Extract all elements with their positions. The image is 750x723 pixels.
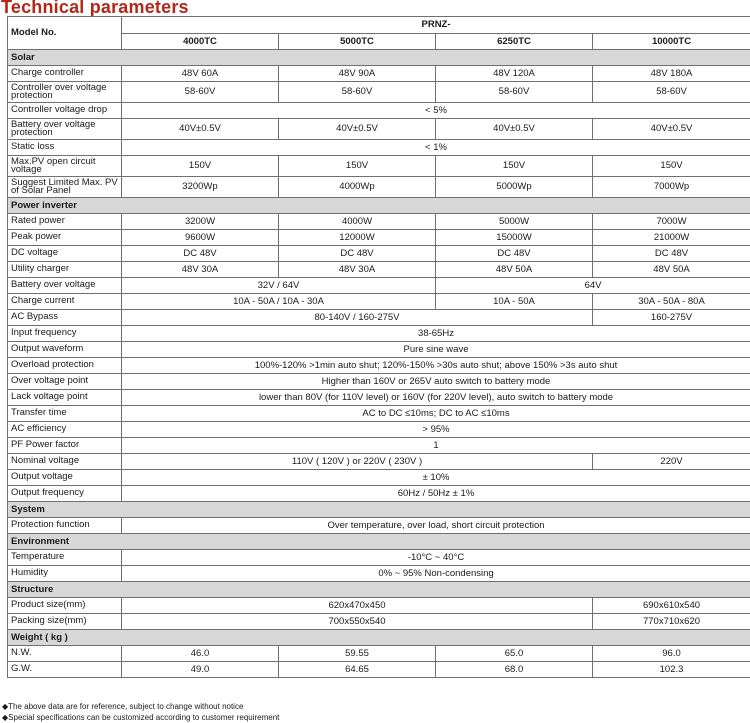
param-value: 40V±0.5V xyxy=(593,119,750,140)
table-row xyxy=(8,598,750,614)
model-name: 4000TC xyxy=(122,34,279,50)
param-value: AC to DC ≤10ms; DC to AC ≤10ms xyxy=(122,406,750,422)
footnote: ◆Special specifications can be customized according to customer requirement xyxy=(2,713,280,722)
param-value: 40V±0.5V xyxy=(122,119,279,140)
table-row xyxy=(8,438,750,454)
section-header-row xyxy=(8,630,750,646)
param-value: 4000W xyxy=(279,214,436,230)
table-row xyxy=(8,214,750,230)
param-value: 32V / 64V xyxy=(122,278,436,294)
param-value: 1 xyxy=(122,438,750,454)
param-value: 49.0 xyxy=(122,662,279,678)
table-row xyxy=(8,262,750,278)
param-value: lower than 80V (for 110V level) or 160V (for 220V level), auto switch to battery mode xyxy=(122,390,750,406)
model-name: 6250TC xyxy=(436,34,593,50)
table-row xyxy=(8,662,750,678)
param-value: < 5% xyxy=(122,103,750,119)
param-value: 40V±0.5V xyxy=(436,119,593,140)
param-label: Overload protection xyxy=(8,358,122,374)
table-row xyxy=(8,278,750,294)
param-label: Output waveform xyxy=(8,342,122,358)
param-label: Suggest Limited Max. PV of Solar Panel xyxy=(8,177,122,198)
param-value: 100%-120% >1min auto shut; 120%-150% >30s auto shut; above 150% >3s auto shut xyxy=(122,358,750,374)
section-title-solar: Solar xyxy=(8,50,750,66)
table-row xyxy=(8,103,750,119)
spec-table-body xyxy=(8,17,750,678)
section-title-power-inverter: Power inverter xyxy=(8,198,750,214)
param-value: 3200Wp xyxy=(122,177,279,198)
param-value: 46.0 xyxy=(122,646,279,662)
param-value: 220V xyxy=(593,454,750,470)
table-row xyxy=(8,326,750,342)
footnotes xyxy=(2,701,279,723)
param-label: Controller voltage drop xyxy=(8,103,122,119)
param-value: 700x550x540 xyxy=(122,614,593,630)
param-value: 48V 50A xyxy=(593,262,750,278)
model-name: 10000TC xyxy=(593,34,750,50)
param-label: Charge controller xyxy=(8,66,122,82)
param-label: PF Power factor xyxy=(8,438,122,454)
param-value: 48V 180A xyxy=(593,66,750,82)
param-value: 9600W xyxy=(122,230,279,246)
model-no-label: Model No. xyxy=(8,17,122,50)
param-value: DC 48V xyxy=(122,246,279,262)
param-value: 65.0 xyxy=(436,646,593,662)
table-row xyxy=(8,486,750,502)
table-row xyxy=(8,342,750,358)
param-value: 150V xyxy=(122,156,279,177)
param-value: 160-275V xyxy=(593,310,750,326)
table-row xyxy=(8,310,750,326)
param-value: 48V 30A xyxy=(279,262,436,278)
param-value: 60Hz / 50Hz ± 1% xyxy=(122,486,750,502)
param-value: 15000W xyxy=(436,230,593,246)
param-label: Nominal voltage xyxy=(8,454,122,470)
table-row xyxy=(8,374,750,390)
param-label: Battery over voltage xyxy=(8,278,122,294)
param-value: < 1% xyxy=(122,140,750,156)
param-value: 12000W xyxy=(279,230,436,246)
param-value: 48V 120A xyxy=(436,66,593,82)
table-row xyxy=(8,358,750,374)
param-value: 30A - 50A - 80A xyxy=(593,294,750,310)
param-value: 7000Wp xyxy=(593,177,750,198)
param-value: 0% ~ 95% Non-condensing xyxy=(122,566,750,582)
param-label: Charge current xyxy=(8,294,122,310)
model-prefix: PRNZ- xyxy=(122,17,750,34)
table-row xyxy=(8,422,750,438)
section-header-row xyxy=(8,502,750,518)
section-title-system: System xyxy=(8,502,750,518)
param-value: DC 48V xyxy=(593,246,750,262)
param-label: Product size(mm) xyxy=(8,598,122,614)
param-value: 150V xyxy=(436,156,593,177)
table-row xyxy=(8,66,750,82)
table-row xyxy=(8,230,750,246)
param-value: 7000W xyxy=(593,214,750,230)
param-value: 4000Wp xyxy=(279,177,436,198)
param-value: > 95% xyxy=(122,422,750,438)
param-value: 58-60V xyxy=(436,82,593,103)
param-value: 770x710x620 xyxy=(593,614,750,630)
param-label: Controller over voltage protection xyxy=(8,82,122,103)
table-row xyxy=(8,177,750,198)
param-value: 58-60V xyxy=(122,82,279,103)
param-label: Rated power xyxy=(8,214,122,230)
param-label: Humidity xyxy=(8,566,122,582)
param-value: 150V xyxy=(593,156,750,177)
param-value: 690x610x540 xyxy=(593,598,750,614)
param-value: DC 48V xyxy=(279,246,436,262)
param-value: 59.55 xyxy=(279,646,436,662)
section-header-row xyxy=(8,582,750,598)
section-header-row xyxy=(8,198,750,214)
table-row xyxy=(8,246,750,262)
param-label: AC Bypass xyxy=(8,310,122,326)
param-label: Battery over voltage protection xyxy=(8,119,122,140)
section-header-row xyxy=(8,534,750,550)
param-label: AC efficiency xyxy=(8,422,122,438)
param-label: Packing size(mm) xyxy=(8,614,122,630)
param-label: Transfer time xyxy=(8,406,122,422)
table-row xyxy=(8,566,750,582)
param-label: Lack voltage point xyxy=(8,390,122,406)
param-value: 38-65Hz xyxy=(122,326,750,342)
table-row xyxy=(8,454,750,470)
param-value: Over temperature, over load, short circuit protection xyxy=(122,518,750,534)
param-value: 10A - 50A / 10A - 30A xyxy=(122,294,436,310)
param-value: 96.0 xyxy=(593,646,750,662)
param-label: Max.PV open circuit voltage xyxy=(8,156,122,177)
section-title-weight-kg: Weight ( kg ) xyxy=(8,630,750,646)
param-value: ± 10% xyxy=(122,470,750,486)
table-row xyxy=(8,550,750,566)
table-row xyxy=(8,614,750,630)
table-row xyxy=(8,646,750,662)
param-value: 21000W xyxy=(593,230,750,246)
param-value: 5000Wp xyxy=(436,177,593,198)
param-value: 10A - 50A xyxy=(436,294,593,310)
param-value: Higher than 160V or 265V auto switch to battery mode xyxy=(122,374,750,390)
param-label: Output voltage xyxy=(8,470,122,486)
param-value: Pure sine wave xyxy=(122,342,750,358)
param-label: DC voltage xyxy=(8,246,122,262)
param-value: 48V 90A xyxy=(279,66,436,82)
param-value: 64.65 xyxy=(279,662,436,678)
page-title: Technical parameters xyxy=(1,0,189,17)
param-label: Temperature xyxy=(8,550,122,566)
param-label: Over voltage point xyxy=(8,374,122,390)
table-row xyxy=(8,140,750,156)
table-row xyxy=(8,470,750,486)
table-row xyxy=(8,294,750,310)
param-value: -10°C ~ 40°C xyxy=(122,550,750,566)
section-title-structure: Structure xyxy=(8,582,750,598)
param-value: 40V±0.5V xyxy=(279,119,436,140)
param-value: 5000W xyxy=(436,214,593,230)
table-row xyxy=(8,518,750,534)
footnote: ◆The above data are for reference, subject to change without notice xyxy=(2,702,244,711)
param-value: 58-60V xyxy=(593,82,750,103)
param-label: G.W. xyxy=(8,662,122,678)
param-value: 80-140V / 160-275V xyxy=(122,310,593,326)
section-title-environment: Environment xyxy=(8,534,750,550)
param-value: 102.3 xyxy=(593,662,750,678)
param-value: 620x470x450 xyxy=(122,598,593,614)
param-value: DC 48V xyxy=(436,246,593,262)
param-value: 48V 60A xyxy=(122,66,279,82)
model-header-row xyxy=(8,17,750,34)
table-row xyxy=(8,82,750,103)
section-header-row xyxy=(8,50,750,66)
param-label: Protection function xyxy=(8,518,122,534)
table-row xyxy=(8,119,750,140)
param-value: 64V xyxy=(436,278,750,294)
param-label: Static loss xyxy=(8,140,122,156)
param-value: 48V 50A xyxy=(436,262,593,278)
table-row xyxy=(8,156,750,177)
param-label: Peak power xyxy=(8,230,122,246)
param-value: 110V ( 120V ) or 220V ( 230V ) xyxy=(122,454,593,470)
param-label: Utility charger xyxy=(8,262,122,278)
param-label: Input frequency xyxy=(8,326,122,342)
param-value: 3200W xyxy=(122,214,279,230)
param-value: 48V 30A xyxy=(122,262,279,278)
param-value: 150V xyxy=(279,156,436,177)
spec-table xyxy=(7,16,750,678)
param-value: 68.0 xyxy=(436,662,593,678)
model-name: 5000TC xyxy=(279,34,436,50)
table-row xyxy=(8,406,750,422)
param-label: N.W. xyxy=(8,646,122,662)
param-value: 58-60V xyxy=(279,82,436,103)
table-row xyxy=(8,390,750,406)
param-label: Output frequency xyxy=(8,486,122,502)
